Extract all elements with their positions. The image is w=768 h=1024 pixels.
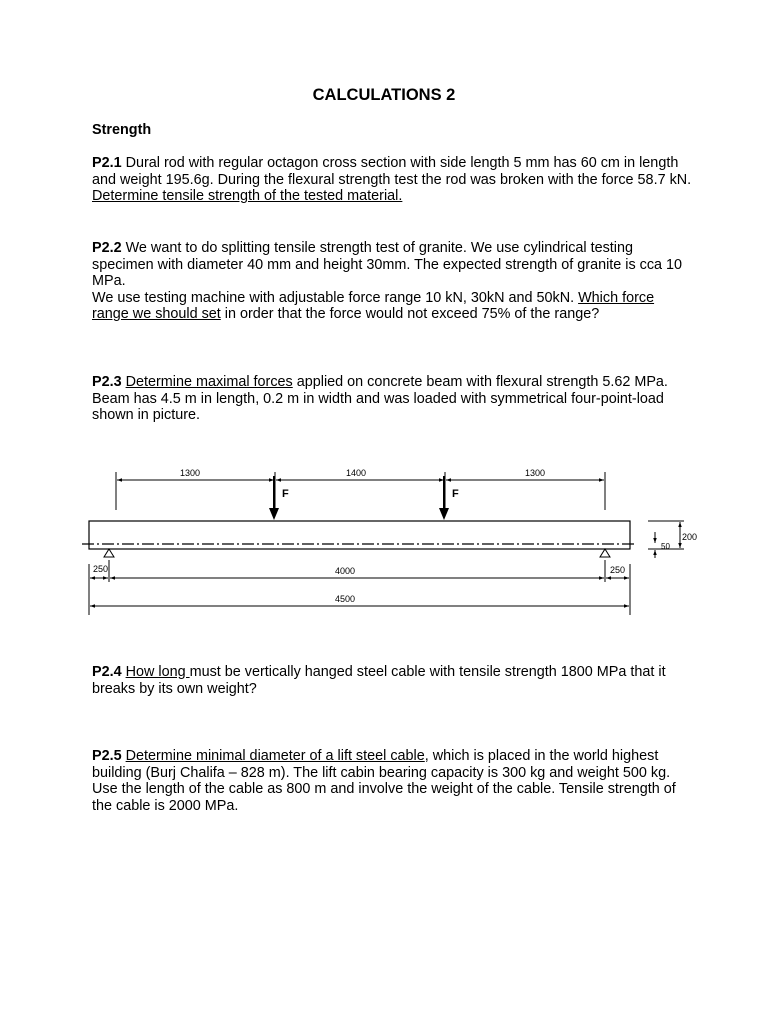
support-right-label: 250 — [610, 565, 626, 575]
problem-2-2 — [92, 240, 692, 323]
beam-load-diagram — [80, 460, 710, 620]
problem-text: Dural rod with regular octagon cross section with side length 5 mm has 60 cm in length and weight 195.6g. During the flexural strength test the rod was broken with the force 58.7 kN. — [92, 155, 692, 188]
section-heading: Strength — [92, 122, 152, 138]
support-left — [104, 549, 114, 557]
total-length-label: 4500 — [334, 594, 356, 604]
axis-offset-label: 50 — [661, 542, 670, 551]
problem-2-3 — [92, 374, 692, 424]
support-right — [600, 549, 610, 557]
force-arrow-left — [269, 476, 279, 520]
dim-label-right: 1300 — [524, 468, 546, 478]
problem-2-4 — [92, 664, 692, 697]
problem-2-1 — [92, 155, 692, 205]
dim-label-middle: 1400 — [345, 468, 367, 478]
force-label-left: F — [282, 488, 289, 500]
problem-text: We want to do splitting tensile strength test of granite. We use cylindrical testing specimen with diameter 40 mm and height 30mm. The expected strength of granite is cca 10 MPa. — [92, 240, 683, 289]
problem-id: P2.1 — [92, 155, 122, 171]
problem-task: Determine tensile strength of the tested material. — [92, 188, 403, 204]
bottom-dimension-lines — [89, 560, 630, 615]
concrete-beam — [89, 521, 630, 549]
problem-text: , which is placed in the world highest building (Burj Chalifa – 828 m). The lift cabin bearing capacity is 300 kg and weight 500 kg. Use the length of the cable as 800 m and involve the weight of the cable. Tensile strength of the cable is 2000 MPa. — [92, 748, 676, 814]
problem-text: applied on concrete beam with flexural strength 5.62 MPa. Beam has 4.5 m in length, 0.2 m in width and was loaded with symmetrical four-point-load shown in picture. — [92, 374, 668, 423]
problem-id: P2.5 — [92, 748, 122, 764]
force-label-right: F — [452, 488, 459, 500]
problem-task: Determine minimal diameter of a lift steel cable — [125, 748, 425, 764]
problem-task: How long — [125, 664, 190, 680]
span-label: 4000 — [334, 566, 356, 576]
problem-id: P2.2 — [92, 240, 122, 256]
problem-task: Determine maximal forces — [125, 374, 293, 390]
problem-id: P2.3 — [92, 374, 122, 390]
problem-2-5 — [92, 748, 692, 814]
page-title: CALCULATIONS 2 — [312, 86, 456, 104]
problem-text-2: We use testing machine with adjustable force range 10 kN, 30kN and 50kN. — [92, 289, 579, 306]
force-arrow-right — [439, 476, 449, 520]
height-dimension — [648, 521, 684, 558]
problem-id: P2.4 — [92, 664, 122, 680]
dim-label-left: 1300 — [179, 468, 201, 478]
problem-text: must be vertically hanged steel cable with tensile strength 1800 MPa that it breaks by its own weight? — [92, 664, 666, 697]
problem-text-3: in order that the force would not exceed 75% of the range? — [220, 306, 600, 322]
height-label: 200 — [682, 532, 698, 542]
problem-task: Which force range we should set — [92, 289, 655, 322]
support-left-label: 250 — [93, 564, 109, 574]
